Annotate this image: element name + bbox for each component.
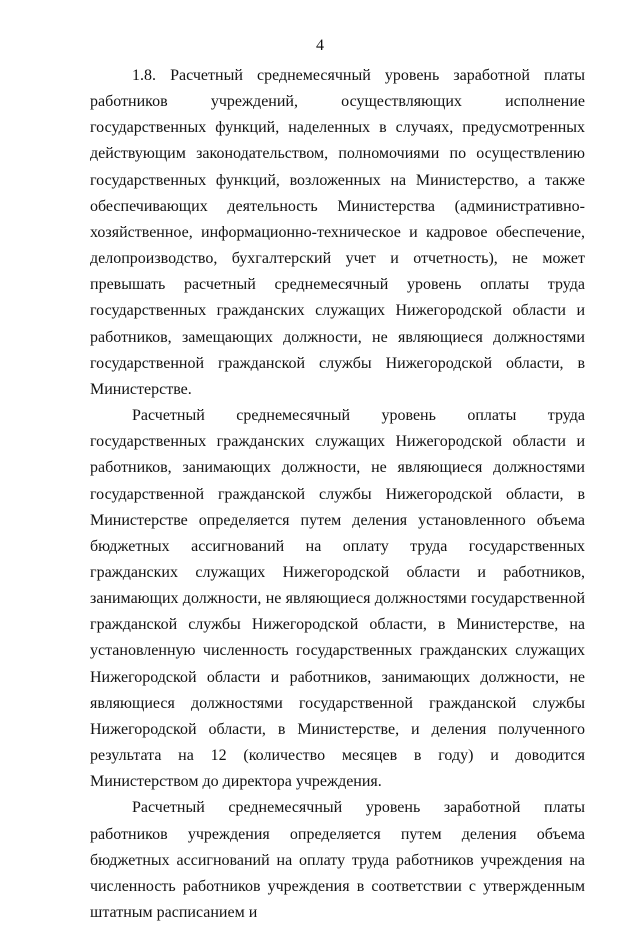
paragraph-1-8: 1.8. Расчетный среднемесячный уровень заработной платы работников учреждений, осуществляющих исполнение государственных функций, наделенных в случаях, предусмотренных действующим законодательством, полномочиями по осуществлению государственных функций, возложенных на Министерство, а также обеспечивающих деятельность Министерства (административно-хозяйственное, информационно-техническое и кадровое обеспечение, делопроизводство, бухгалтерский учет и отчетность), не может превышать расчетный среднемесячный уровень оплаты труда государственных гражданских служащих Нижегородской области и работников, замещающих должности, не являющиеся должностями государственной гражданской службы Нижегородской области, в Министерстве. bbox=[90, 67, 585, 398]
paragraph-ministry-calculation: Расчетный среднемесячный уровень оплаты труда государственных гражданских служащих Нижегородской области и работников, занимающих должности, не являющиеся должностями государственной гражданской службы Нижегородской области, в Министерстве определяется путем деления установленного объема бюджетных ассигнований на оплату труда государственных гражданских служащих Нижегородской области и работников, занимающих должности, не являющиеся должностями государственной гражданской службы Нижегородской области, в Министерстве, на установленную численность государственных гражданских служащих Нижегородской области и работников, занимающих должности, не являющиеся должностями государственной гражданской службы Нижегородской области, в Министерстве, и деления полученного результата на 12 (количество месяцев в году) и доводится Министерством до директора учреждения. bbox=[90, 407, 585, 791]
document-body bbox=[90, 63, 585, 926]
paragraph-institution-calculation: Расчетный среднемесячный уровень заработной платы работников учреждения определяется путем деления объема бюджетных ассигнований на оплату труда работников учреждения на численность работников учреждения в соответствии с утвержденным штатным расписанием и bbox=[90, 799, 585, 921]
page-number: 4 bbox=[316, 37, 324, 54]
